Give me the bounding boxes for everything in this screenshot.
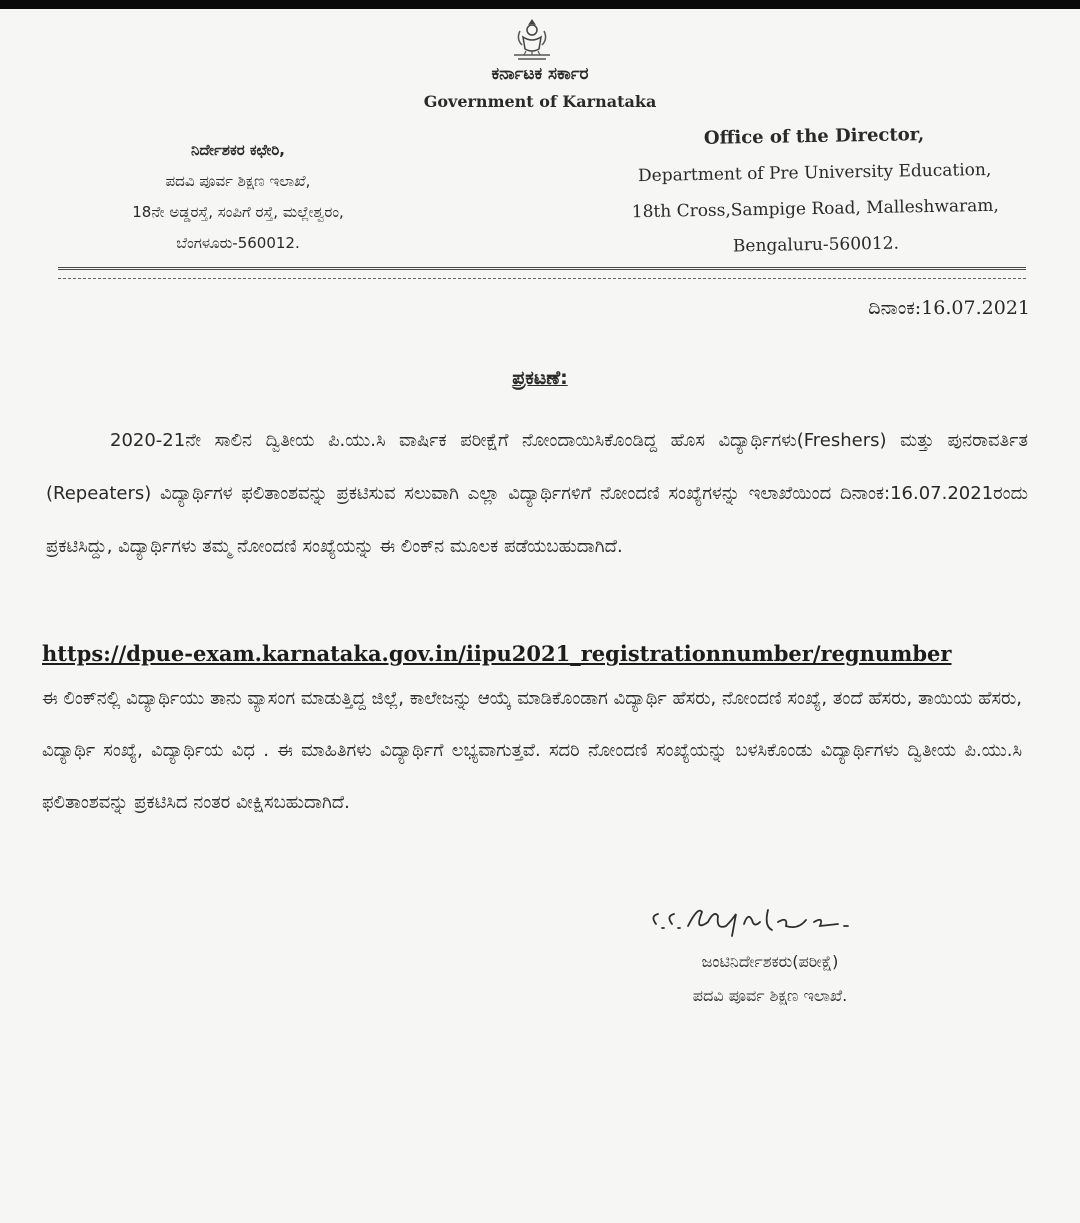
street-kannada: 18ನೇ ಅಡ್ಡರಸ್ತೆ, ಸಂಪಿಗೆ ರಸ್ತೆ, ಮಲ್ಲೇಶ್ವರಂ,	[132, 203, 344, 221]
signatory-block	[620, 945, 920, 1013]
office-address-english	[594, 115, 1036, 267]
notice-paragraph-1: 2020-21ನೇ ಸಾಲಿನ ದ್ವಿತೀಯ ಪಿ.ಯು.ಸಿ ವಾರ್ಷಿಕ ಪರೀಕ್ಷೆಗೆ ನೋಂದಾಯಿಸಿಕೊಂಡಿದ್ದ ಹೊಸ ವಿದ್ಯಾರ್ಥಿಗಳು(Freshers) ಮತ್ತು ಪುನರಾವರ್ತಿತ (Repeaters) ವಿದ್ಯಾರ್ಥಿಗಳ ಫಲಿತಾಂಶವನ್ನು ಪ್ರಕಟಿಸುವ ಸಲುವಾಗಿ ಎಲ್ಲಾ ವಿದ್ಯಾರ್ಥಿಗಳಿಗೆ ನೋಂದಣಿ ಸಂಖ್ಯೆಗಳನ್ನು ಇಲಾಖೆಯಿಂದ ದಿನಾಂಕ:16.07.2021ರಂದು ಪ್ರಕಟಿಸಿದ್ದು, ವಿದ್ಯಾರ್ಥಿಗಳು ತಮ್ಮ ನೋಂದಣಿ ಸಂಖ್ಯೆಯನ್ನು ಈ ಲಿಂಕ್‌ನ ಮೂಲಕ ಪಡೆಯಬಹುದಾಗಿದೆ.	[46, 430, 1028, 557]
document-page	[0, 9, 1080, 1223]
signatory-department: ಪದವಿ ಪೂರ್ವ ಶಿಕ್ಷಣ ಇಲಾಖೆ.	[692, 986, 848, 1005]
signatory-designation: ಜಂಟಿನಿರ್ದೇಶಕರು(ಪರೀಕ್ಷೆ)	[701, 952, 839, 971]
signature-image	[648, 902, 908, 946]
top-bar	[0, 0, 1080, 9]
government-title-english: Government of Karnataka	[423, 92, 657, 111]
government-title-kannada: ಕರ್ನಾಟಕ ಸರ್ಕಾರ	[491, 64, 589, 84]
street-english: 18th Cross,Sampige Road, Malleshwaram,	[631, 195, 1000, 223]
notice-heading: ಪ್ರಕಟಣೆ:	[512, 367, 568, 389]
registration-number-link[interactable]: https://dpue-exam.karnataka.gov.in/iipu2021_registrationnumber/regnumber	[42, 641, 952, 666]
state-emblem-icon	[506, 17, 558, 63]
office-address-kannada	[48, 135, 428, 259]
notice-date: ದಿನಾಂಕ:16.07.2021	[868, 297, 1030, 319]
office-name-english: Office of the Director,	[703, 124, 925, 149]
header-divider	[58, 267, 1026, 279]
city-kannada: ಬೆಂಗಳೂರು-560012.	[176, 234, 300, 252]
office-name-kannada: ನಿರ್ದೇಶಕರ ಕಛೇರಿ,	[191, 141, 285, 159]
city-english: Bengaluru-560012.	[732, 233, 900, 257]
department-english: Department of Pre University Education,	[637, 159, 992, 187]
department-kannada: ಪದವಿ ಪೂರ್ವ ಶಿಕ್ಷಣ ಇಲಾಖೆ,	[165, 172, 311, 190]
notice-paragraph-2: ಈ ಲಿಂಕ್‌ನಲ್ಲಿ ವಿದ್ಯಾರ್ಥಿಯು ತಾನು ವ್ಯಾಸಂಗ ಮಾಡುತ್ತಿದ್ದ ಜಿಲ್ಲೆ, ಕಾಲೇಜನ್ನು ಆಯ್ಕೆ ಮಾಡಿಕೊಂಡಾಗ ವಿದ್ಯಾರ್ಥಿ ಹೆಸರು, ನೋಂದಣಿ ಸಂಖ್ಯೆ, ತಂದೆ ಹೆಸರು, ತಾಯಿಯ ಹೆಸರು, ವಿದ್ಯಾರ್ಥಿ ಸಂಖ್ಯೆ, ವಿದ್ಯಾರ್ಥಿಯ ವಿಧ . ಈ ಮಾಹಿತಿಗಳು ವಿದ್ಯಾರ್ಥಿಗೆ ಲಭ್ಯವಾಗುತ್ತವೆ. ಸದರಿ ನೋಂದಣಿ ಸಂಖ್ಯೆಯನ್ನು ಬಳಸಿಕೊಂಡು ವಿದ್ಯಾರ್ಥಿಗಳು ದ್ವಿತೀಯ ಪಿ.ಯು.ಸಿ ಫಲಿತಾಂಶವನ್ನು ಪ್ರಕಟಿಸಿದ ನಂತರ ವೀಕ್ಷಿಸಬಹುದಾಗಿದೆ.	[42, 688, 1022, 813]
